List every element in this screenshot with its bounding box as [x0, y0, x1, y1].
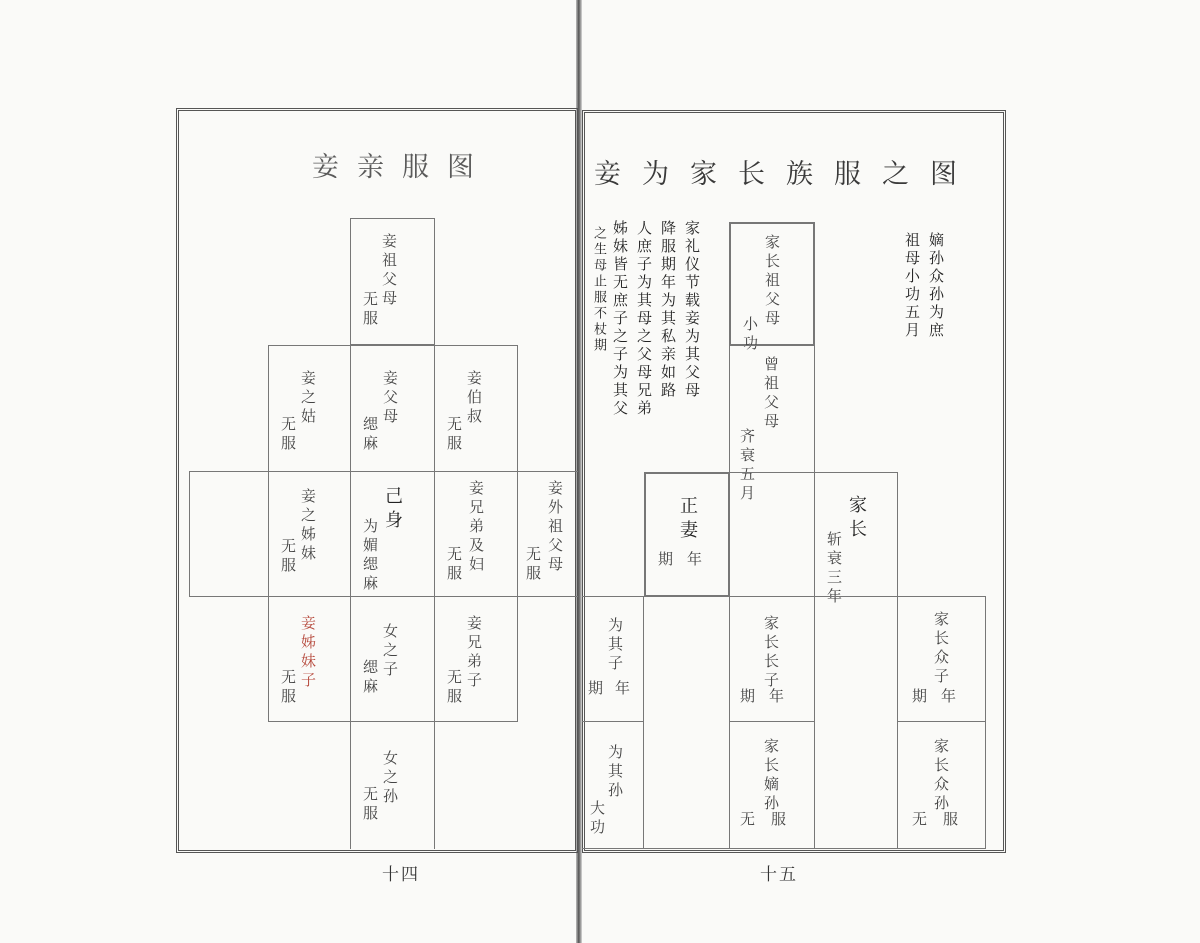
- cell-great-grandparents-label: 曾祖父母: [762, 356, 780, 432]
- cell-blank-left: [643, 596, 730, 849]
- cell-legal-wife-label: 正妻: [677, 496, 698, 544]
- cell-daughter-grandchildren-mourning: 无服: [361, 786, 379, 824]
- cell-eldest-grandson: [729, 721, 815, 849]
- cell-other-grandsons-label: 家长众孙: [932, 738, 950, 814]
- cell-own-grandson-mourning: 大功: [588, 800, 606, 838]
- cell-daughter-children: [350, 596, 435, 722]
- cell-maternal-grandparents-label: 妾外祖父母: [546, 480, 564, 575]
- cell-household-head: [814, 472, 898, 607]
- note-line-2: 祖母小功五月: [903, 232, 921, 340]
- cell-eldest-son: [729, 596, 815, 722]
- cell-aunt-label: 妾之姑: [299, 370, 317, 427]
- cell-parents-mourning: 缌麻: [361, 416, 379, 454]
- cell-self-mourning: 为媚缌麻: [361, 518, 379, 594]
- cell-sisters-mourning: 无服: [279, 538, 297, 576]
- cell-great-grandparents-mourning: 齐衰五月: [738, 428, 756, 504]
- note-line-4: 降服期年为其私亲如路: [659, 220, 677, 400]
- cell-head-grandparents: [729, 222, 815, 354]
- cell-uncles-label: 妾伯叔: [465, 370, 483, 427]
- cell-other-sons-label: 家长众子: [932, 611, 950, 687]
- cell-head-grandparents-mourning: 小功: [741, 316, 759, 354]
- cell-eldest-grandson-label: 家长嫡孙: [762, 738, 780, 814]
- cell-daughter-children-mourning: 缌麻: [361, 659, 379, 697]
- cell-parents-label: 妾父母: [381, 370, 399, 427]
- cell-other-sons-mourning: 期年: [912, 687, 971, 705]
- cell-wife-grandparents-mourning: 无服: [361, 291, 379, 329]
- cell-aunt-mourning: 无服: [279, 416, 297, 454]
- cell-brother-children-mourning: 无服: [445, 669, 463, 707]
- cell-daughter-children-label: 女之子: [381, 623, 399, 680]
- cell-aunt: [268, 345, 351, 472]
- cell-brothers-label: 妾兄弟及妇: [467, 480, 485, 575]
- cell-sisters: [268, 471, 351, 597]
- cell-brother-children-label: 妾兄弟子: [465, 615, 483, 691]
- cell-legal-wife: [644, 472, 730, 597]
- left-page-title: 妾亲服图: [312, 152, 492, 183]
- cell-self-label: 己身: [382, 486, 403, 534]
- cell-uncles-mourning: 无服: [445, 416, 463, 454]
- note-line-5: 人庶子为其母之父母兄弟: [635, 220, 653, 418]
- cell-own-son-label: 为其子: [606, 617, 624, 674]
- cell-wife-grandparents-label: 妾祖父母: [380, 233, 398, 309]
- cell-sister-children-label: 妾姊妹子: [299, 615, 317, 691]
- cell-daughter-grandchildren-label: 女之孙: [381, 750, 399, 807]
- cell-legal-wife-mourning: 期年: [658, 550, 717, 568]
- cell-own-son: [582, 596, 644, 722]
- left-page-number: 十四: [382, 865, 420, 885]
- cell-brothers-mourning: 无服: [445, 546, 463, 584]
- cell-maternal-grandparents: [517, 471, 578, 597]
- cell-eldest-son-mourning: 期年: [740, 687, 799, 705]
- cell-other-sons: [897, 596, 986, 722]
- cell-brother-children: [434, 596, 518, 722]
- cell-other-grandsons: [897, 721, 986, 849]
- cell-head-grandparents-label: 家长祖父母: [763, 234, 781, 329]
- cell-own-grandson: [582, 721, 644, 849]
- note-line-7: 之生母止服不杖期: [591, 226, 606, 354]
- cell-eldest-grandson-mourning: 无服: [740, 810, 803, 828]
- cell-great-grandparents: [729, 345, 815, 504]
- cell-blank-right: [814, 596, 898, 849]
- cell-other-grandsons-mourning: 无服: [912, 810, 975, 828]
- cell-sister-children: [268, 596, 351, 722]
- right-page-title: 妾为家长族服之图: [594, 159, 978, 190]
- cell-brothers: [434, 471, 518, 597]
- cell-wife-grandparents: [350, 218, 435, 345]
- cell-uncles: [434, 345, 518, 472]
- cell-parents: [350, 345, 435, 472]
- cell-sister-children-mourning: 无服: [279, 669, 297, 707]
- right-page-number: 十五: [760, 865, 798, 885]
- cell-sisters-label: 妾之姊妹: [299, 488, 317, 564]
- cell-household-head-mourning: 斩衰三年: [825, 531, 843, 607]
- cell-daughter-grandchildren: [350, 721, 435, 849]
- cell-maternal-grandparents-mourning: 无服: [524, 546, 542, 584]
- note-line-3: 家礼仪节载妾为其父母: [683, 220, 701, 400]
- note-line-6: 姊妹皆无庶子之子为其父: [611, 220, 629, 418]
- cell-self: [350, 471, 435, 597]
- cell-eldest-son-label: 家长长子: [762, 615, 780, 691]
- note-line-1: 嫡孙众孙为庶: [927, 232, 945, 340]
- cell-own-grandson-label: 为其孙: [606, 744, 624, 801]
- cell-head-generation-middle: [729, 472, 815, 597]
- cell-own-son-mourning: 期年: [588, 679, 643, 697]
- cell-household-head-label: 家长: [846, 495, 867, 543]
